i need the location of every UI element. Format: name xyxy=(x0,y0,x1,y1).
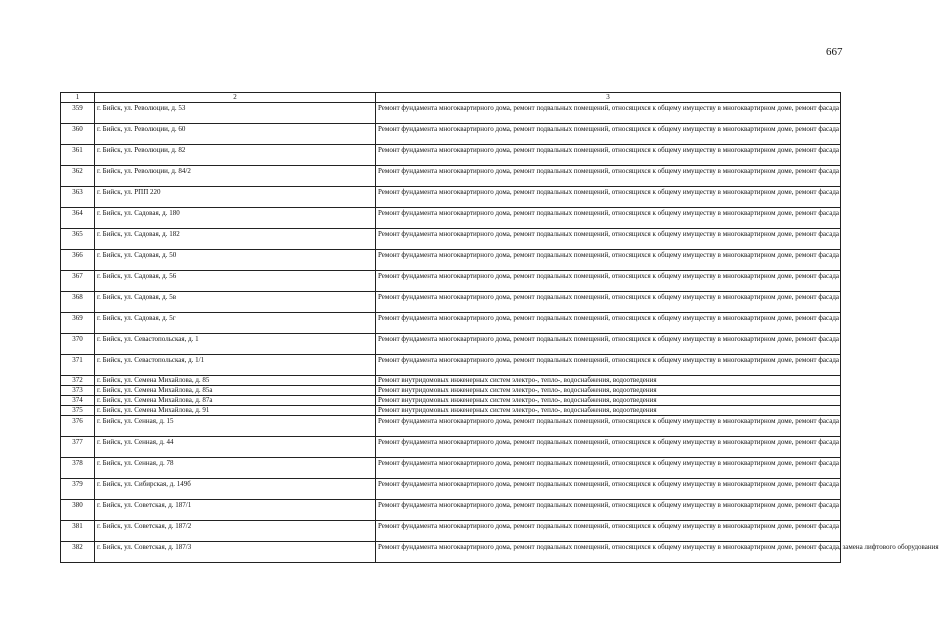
row-number: 376 xyxy=(61,416,95,437)
row-number: 369 xyxy=(61,313,95,334)
row-number: 368 xyxy=(61,292,95,313)
row-number: 366 xyxy=(61,250,95,271)
row-address: г. Бийск, ул. Сенная, д. 44 xyxy=(95,437,376,458)
row-address: г. Бийск, ул. Сенная, д. 78 xyxy=(95,458,376,479)
row-work-description: Ремонт фундамента многоквартирного дома, ремонт подвальных помещений, относящихся к общему имуществу в многоквартирном доме, ремонт фасада xyxy=(376,416,841,437)
table-row xyxy=(61,271,841,292)
table-row xyxy=(61,187,841,208)
row-number: 375 xyxy=(61,406,95,416)
row-work-description: Ремонт внутридомовых инженерных систем электро-, тепло-, водоснабжения, водоотведения xyxy=(376,396,841,406)
row-number: 360 xyxy=(61,124,95,145)
row-address: г. Бийск, ул. Сибирская, д. 149б xyxy=(95,479,376,500)
row-work-description: Ремонт внутридомовых инженерных систем электро-, тепло-, водоснабжения, водоотведения xyxy=(376,386,841,396)
table-row xyxy=(61,145,841,166)
row-address: г. Бийск, ул. Садовая, д. 180 xyxy=(95,208,376,229)
row-number: 377 xyxy=(61,437,95,458)
row-work-description: Ремонт фундамента многоквартирного дома, ремонт подвальных помещений, относящихся к общему имуществу в многоквартирном доме, ремонт фасада xyxy=(376,292,841,313)
table-row xyxy=(61,437,841,458)
row-number: 373 xyxy=(61,386,95,396)
table-row xyxy=(61,250,841,271)
table-row xyxy=(61,396,841,406)
row-address: г. Бийск, ул. Семена Михайлова, д. 91 xyxy=(95,406,376,416)
table-row xyxy=(61,406,841,416)
row-address: г. Бийск, ул. Севастопольская, д. 1/1 xyxy=(95,355,376,376)
table-row xyxy=(61,166,841,187)
row-work-description: Ремонт фундамента многоквартирного дома, ремонт подвальных помещений, относящихся к общему имуществу в многоквартирном доме, ремонт фасада xyxy=(376,500,841,521)
row-address: г. Бийск, ул. Семена Михайлова, д. 85 xyxy=(95,376,376,386)
row-address: г. Бийск, ул. Советская, д. 187/2 xyxy=(95,521,376,542)
column-header-work: 3 xyxy=(376,93,841,103)
row-address: г. Бийск, ул. Семена Михайлова, д. 87а xyxy=(95,396,376,406)
table-row xyxy=(61,124,841,145)
row-address: г. Бийск, ул. РПП 220 xyxy=(95,187,376,208)
row-work-description: Ремонт фундамента многоквартирного дома, ремонт подвальных помещений, относящихся к общему имуществу в многоквартирном доме, ремонт фасада xyxy=(376,145,841,166)
row-address: г. Бийск, ул. Садовая, д. 5г xyxy=(95,313,376,334)
row-address: г. Бийск, ул. Садовая, д. 5в xyxy=(95,292,376,313)
row-number: 374 xyxy=(61,396,95,406)
row-address: г. Бийск, ул. Революции, д. 53 xyxy=(95,103,376,124)
row-number: 380 xyxy=(61,500,95,521)
row-work-description: Ремонт внутридомовых инженерных систем электро-, тепло-, водоснабжения, водоотведения xyxy=(376,406,841,416)
row-work-description: Ремонт фундамента многоквартирного дома, ремонт подвальных помещений, относящихся к общему имуществу в многоквартирном доме, ремонт фасада xyxy=(376,271,841,292)
row-number: 372 xyxy=(61,376,95,386)
row-number: 362 xyxy=(61,166,95,187)
row-address: г. Бийск, ул. Садовая, д. 50 xyxy=(95,250,376,271)
row-work-description: Ремонт фундамента многоквартирного дома, ремонт подвальных помещений, относящихся к общему имуществу в многоквартирном доме, ремонт фасада xyxy=(376,229,841,250)
row-work-description: Ремонт фундамента многоквартирного дома, ремонт подвальных помещений, относящихся к общему имуществу в многоквартирном доме, ремонт фасада xyxy=(376,250,841,271)
row-work-description: Ремонт фундамента многоквартирного дома, ремонт подвальных помещений, относящихся к общему имуществу в многоквартирном доме, ремонт фасада xyxy=(376,187,841,208)
row-work-description: Ремонт фундамента многоквартирного дома, ремонт подвальных помещений, относящихся к общему имуществу в многоквартирном доме, ремонт фасада xyxy=(376,355,841,376)
table-row xyxy=(61,334,841,355)
table-header-row xyxy=(61,93,841,103)
table-row xyxy=(61,521,841,542)
table-row xyxy=(61,355,841,376)
row-number: 364 xyxy=(61,208,95,229)
row-work-description: Ремонт фундамента многоквартирного дома, ремонт подвальных помещений, относящихся к общему имуществу в многоквартирном доме, ремонт фасада xyxy=(376,313,841,334)
row-work-description: Ремонт фундамента многоквартирного дома, ремонт подвальных помещений, относящихся к общему имуществу в многоквартирном доме, ремонт фасада xyxy=(376,124,841,145)
row-work-description: Ремонт внутридомовых инженерных систем электро-, тепло-, водоснабжения, водоотведения xyxy=(376,376,841,386)
row-number: 367 xyxy=(61,271,95,292)
row-number: 359 xyxy=(61,103,95,124)
table-row xyxy=(61,208,841,229)
row-work-description: Ремонт фундамента многоквартирного дома, ремонт подвальных помещений, относящихся к общему имуществу в многоквартирном доме, ремонт фасада xyxy=(376,458,841,479)
table-row xyxy=(61,386,841,396)
row-address: г. Бийск, ул. Севастопольская, д. 1 xyxy=(95,334,376,355)
row-address: г. Бийск, ул. Садовая, д. 56 xyxy=(95,271,376,292)
table-row xyxy=(61,479,841,500)
row-address: г. Бийск, ул. Советская, д. 187/1 xyxy=(95,500,376,521)
repair-register-table xyxy=(60,92,939,563)
table-row xyxy=(61,103,841,124)
row-address: г. Бийск, ул. Семена Михайлова, д. 85а xyxy=(95,386,376,396)
table-row xyxy=(61,229,841,250)
row-address: г. Бийск, ул. Садовая, д. 182 xyxy=(95,229,376,250)
row-number: 361 xyxy=(61,145,95,166)
row-address: г. Бийск, ул. Сенная, д. 15 xyxy=(95,416,376,437)
table-row xyxy=(61,458,841,479)
row-number: 378 xyxy=(61,458,95,479)
column-header-address: 2 xyxy=(95,93,376,103)
row-address: г. Бийск, ул. Советская, д. 187/3 xyxy=(95,542,376,563)
page-number: 667 xyxy=(826,46,843,58)
row-number: 379 xyxy=(61,479,95,500)
row-number: 370 xyxy=(61,334,95,355)
row-number: 365 xyxy=(61,229,95,250)
row-work-description: Ремонт фундамента многоквартирного дома, ремонт подвальных помещений, относящихся к общему имуществу в многоквартирном доме, ремонт фасада xyxy=(376,479,841,500)
table-body xyxy=(61,103,939,563)
row-number: 381 xyxy=(61,521,95,542)
row-number: 363 xyxy=(61,187,95,208)
row-work-description: Ремонт фундамента многоквартирного дома, ремонт подвальных помещений, относящихся к общему имуществу в многоквартирном доме, ремонт фасада xyxy=(376,208,841,229)
column-header-number: 1 xyxy=(61,93,95,103)
row-address: г. Бийск, ул. Революции, д. 82 xyxy=(95,145,376,166)
table-row xyxy=(61,542,841,563)
row-work-description: Ремонт фундамента многоквартирного дома, ремонт подвальных помещений, относящихся к общему имуществу в многоквартирном доме, ремонт фасада, замена лифтового оборудования xyxy=(376,542,841,563)
row-address: г. Бийск, ул. Революции, д. 84/2 xyxy=(95,166,376,187)
table-row xyxy=(61,500,841,521)
row-work-description: Ремонт фундамента многоквартирного дома, ремонт подвальных помещений, относящихся к общему имуществу в многоквартирном доме, ремонт фасада xyxy=(376,334,841,355)
table-row xyxy=(61,416,841,437)
row-number: 382 xyxy=(61,542,95,563)
table-row xyxy=(61,313,841,334)
row-work-description: Ремонт фундамента многоквартирного дома, ремонт подвальных помещений, относящихся к общему имуществу в многоквартирном доме, ремонт фасада xyxy=(376,437,841,458)
table-row xyxy=(61,292,841,313)
row-number: 371 xyxy=(61,355,95,376)
row-work-description: Ремонт фундамента многоквартирного дома, ремонт подвальных помещений, относящихся к общему имуществу в многоквартирном доме, ремонт фасада xyxy=(376,166,841,187)
row-work-description: Ремонт фундамента многоквартирного дома, ремонт подвальных помещений, относящихся к общему имуществу в многоквартирном доме, ремонт фасада xyxy=(376,103,841,124)
row-work-description: Ремонт фундамента многоквартирного дома, ремонт подвальных помещений, относящихся к общему имуществу в многоквартирном доме, ремонт фасада xyxy=(376,521,841,542)
table-row xyxy=(61,376,841,386)
row-address: г. Бийск, ул. Революции, д. 60 xyxy=(95,124,376,145)
